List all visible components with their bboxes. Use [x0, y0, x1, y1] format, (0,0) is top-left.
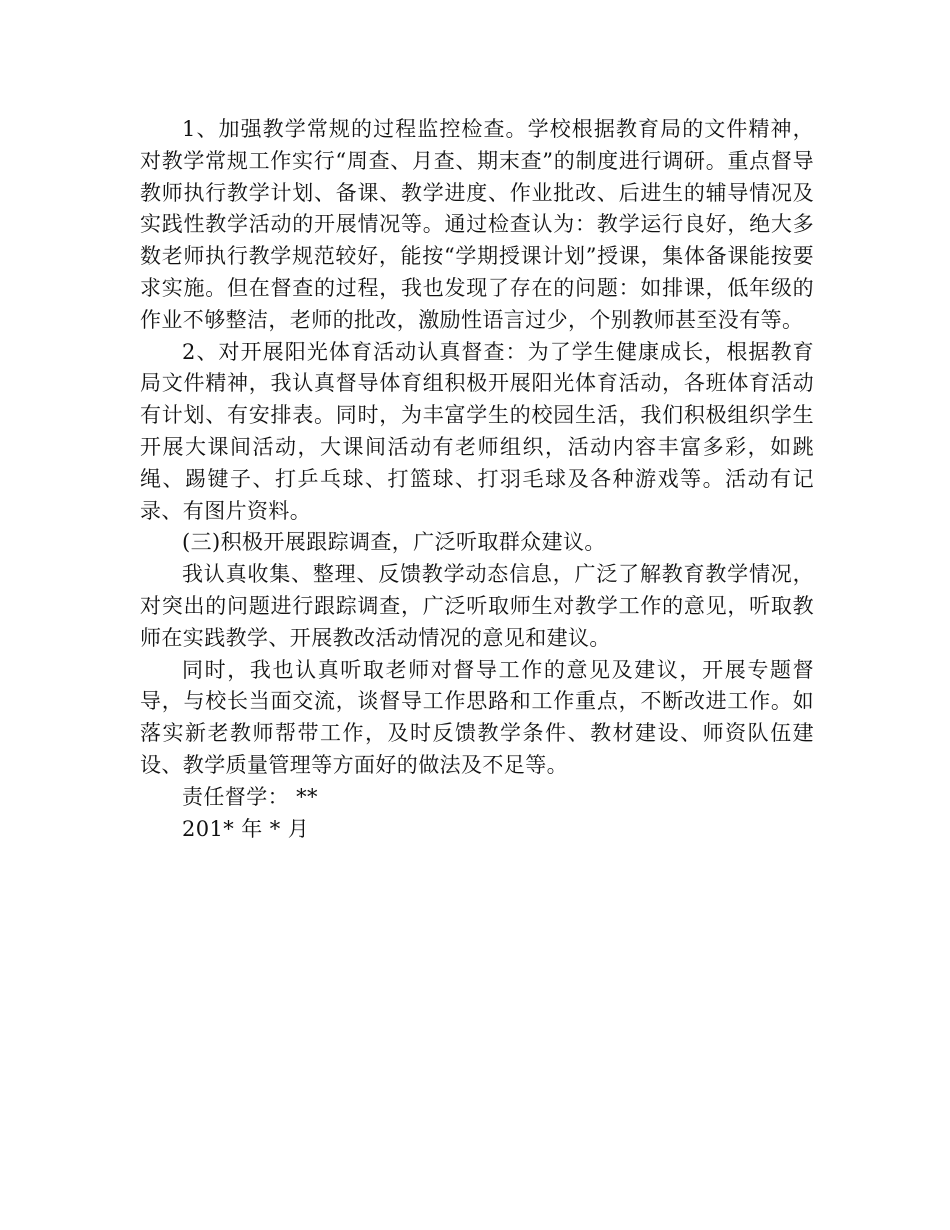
signature-line: 责任督学： **: [182, 784, 318, 809]
paragraph-sports-activities: 2、对开展阳光体育活动认真督查：为了学生健康成长，根据教育局文件精神，我认真督导体育组积极开展阳光体育活动，各班体育活动有计划、有安排表。同时，为丰富学生的校园生活，我们积极组织学生开展大课间活动，大课间活动有老师组织，活动内容丰富多彩，如跳绳、踢键子、打乒乓球、打篮球、打羽毛球及各种游戏等。活动有记录、有图片资料。: [140, 339, 814, 523]
paragraph-feedback-collection: 我认真收集、整理、反馈教学动态信息，广泛了解教育教学情况，对突出的问题进行跟踪调查，广泛听取师生对教学工作的意见，听取教师在实践教学、开展教改活动情况的意见和建议。: [140, 562, 814, 650]
date-line: 201* 年 * 月: [182, 816, 310, 841]
paragraph-supervision-suggestions: 同时，我也认真听取老师对督导工作的意见及建议，开展专题督导，与校长当面交流，谈督导工作思路和工作重点，不断改进工作。如落实新老教师帮带工作，及时反馈教学条件、教材建设、师资队伍建设、教学质量管理等方面好的做法及不足等。: [140, 657, 814, 777]
paragraph-routine-inspection: 1、加强教学常规的过程监控检查。学校根据教育局的文件精神，对教学常规工作实行“周查、月查、期末查”的制度进行调研。重点督导教师执行教学计划、备课、教学进度、作业批改、后进生的辅导情况及实践性教学活动的开展情况等。通过检查认为：教学运行良好，绝大多数老师执行教学规范较好，能按“学期授课计划”授课，集体备课能按要求实施。但在督查的过程，我也发现了存在的问题：如排课，低年级的作业不够整洁，老师的批改，激励性语言过少，个别教师甚至没有等。: [140, 117, 814, 332]
section-heading-tracking-survey: (三)积极开展跟踪调查，广泛听取群众建议。: [182, 530, 606, 555]
document-body: [140, 114, 814, 845]
